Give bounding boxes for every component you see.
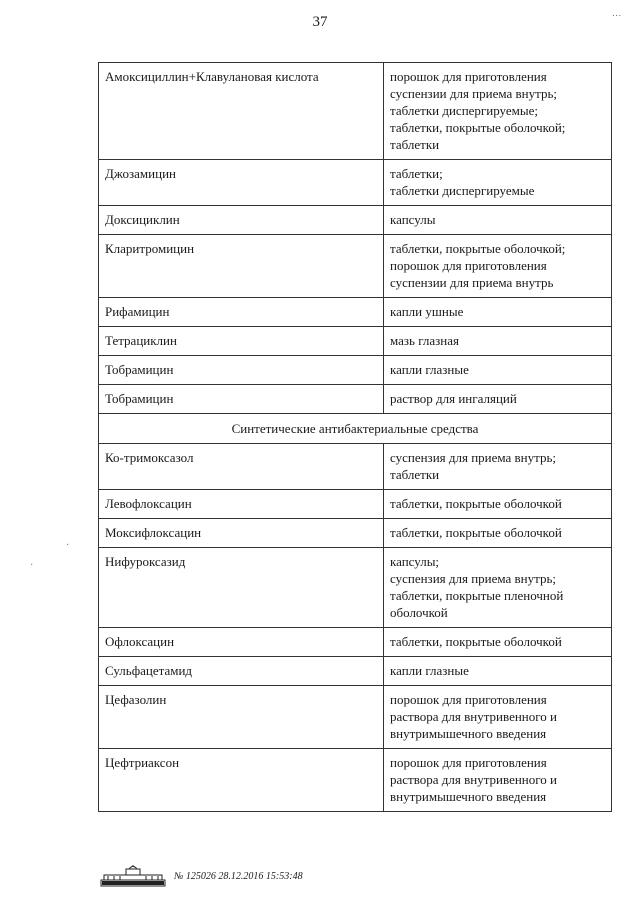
dosage-forms	[384, 63, 612, 160]
dosage-form-line: таблетки, покрытые пленочной	[390, 588, 564, 603]
dosage-form-line: суспензия для приема внутрь;	[390, 450, 557, 465]
drug-name: Сульфацетамид	[99, 657, 384, 686]
drug-table	[98, 62, 612, 812]
dosage-form-line: таблетки	[390, 467, 440, 482]
dosage-forms	[384, 160, 612, 206]
dosage-form-line: таблетки диспергируемые;	[390, 103, 538, 118]
drug-name: Кларитромицин	[99, 235, 384, 298]
table-row	[99, 548, 612, 628]
dosage-form-line: порошок для приготовления	[390, 69, 547, 84]
dosage-forms	[384, 686, 612, 749]
dosage-forms	[384, 235, 612, 298]
dosage-form-line: порошок для приготовления	[390, 692, 547, 707]
table-row	[99, 235, 612, 298]
drug-name: Ко-тримоксазол	[99, 444, 384, 490]
dosage-forms	[384, 548, 612, 628]
dosage-form-line: капли ушные	[390, 304, 464, 319]
dosage-form-line: таблетки, покрытые оболочкой	[390, 634, 562, 649]
section-heading: Синтетические антибактериальные средства	[99, 414, 612, 444]
dosage-form-line: порошок для приготовления	[390, 755, 547, 770]
dosage-form-line: раствора для внутривенного и	[390, 709, 557, 724]
dosage-forms	[384, 206, 612, 235]
drug-name: Доксициклин	[99, 206, 384, 235]
drug-name: Цефазолин	[99, 686, 384, 749]
drug-name: Джозамицин	[99, 160, 384, 206]
dosage-form-line: таблетки;	[390, 166, 443, 181]
table-row	[99, 327, 612, 356]
table-row	[99, 385, 612, 414]
drug-name: Тобрамицин	[99, 356, 384, 385]
dosage-forms	[384, 385, 612, 414]
dosage-form-line: суспензии для приема внутрь;	[390, 86, 558, 101]
dosage-form-line: таблетки диспергируемые	[390, 183, 535, 198]
table-row	[99, 206, 612, 235]
dosage-form-line: раствора для внутривенного и	[390, 772, 557, 787]
dosage-forms	[384, 444, 612, 490]
dosage-form-line: порошок для приготовления	[390, 258, 547, 273]
dosage-form-line: капли глазные	[390, 663, 469, 678]
drug-name: Амоксициллин+Клавулановая кислота	[99, 63, 384, 160]
table-row	[99, 519, 612, 548]
scan-speck: ·	[30, 560, 34, 571]
dosage-forms	[384, 519, 612, 548]
drug-name: Цефтриаксон	[99, 749, 384, 812]
table-row	[99, 160, 612, 206]
table-row	[99, 63, 612, 160]
dosage-form-line: оболочкой	[390, 605, 448, 620]
dosage-form-line: внутримышечного введения	[390, 726, 547, 741]
dosage-form-line: таблетки	[390, 137, 440, 152]
dosage-forms	[384, 327, 612, 356]
table-row	[99, 490, 612, 519]
dosage-forms	[384, 356, 612, 385]
table-row	[99, 444, 612, 490]
table-row	[99, 298, 612, 327]
dosage-form-line: суспензия для приема внутрь;	[390, 571, 557, 586]
document-registration-stamp: № 125026 28.12.2016 15:53:48	[174, 870, 303, 882]
table-row	[99, 356, 612, 385]
table-row	[99, 749, 612, 812]
dosage-forms	[384, 628, 612, 657]
table-row	[99, 628, 612, 657]
dosage-forms	[384, 749, 612, 812]
dosage-form-line: капсулы	[390, 212, 436, 227]
dosage-form-line: капли глазные	[390, 362, 469, 377]
dosage-form-line: таблетки, покрытые оболочкой	[390, 525, 562, 540]
kremlin-logo-icon	[100, 865, 166, 887]
dosage-forms	[384, 490, 612, 519]
dosage-form-line: таблетки, покрытые оболочкой;	[390, 120, 566, 135]
dosage-forms	[384, 657, 612, 686]
drug-name: Моксифлоксацин	[99, 519, 384, 548]
dosage-form-line: мазь глазная	[390, 333, 459, 348]
drug-name: Тетрациклин	[99, 327, 384, 356]
footer	[100, 864, 303, 888]
dosage-form-line: внутримышечного введения	[390, 789, 547, 804]
table-row	[99, 657, 612, 686]
dosage-form-line: раствор для ингаляций	[390, 391, 517, 406]
drug-name: Нифуроксазид	[99, 548, 384, 628]
table-section-row	[99, 414, 612, 444]
dosage-form-line: таблетки, покрытые оболочкой	[390, 496, 562, 511]
dosage-form-line: таблетки, покрытые оболочкой;	[390, 241, 566, 256]
drug-name: Тобрамицин	[99, 385, 384, 414]
dosage-forms	[384, 298, 612, 327]
dosage-form-line: капсулы;	[390, 554, 440, 569]
corner-mark: ...	[612, 8, 622, 18]
scan-speck: ·	[66, 540, 70, 551]
dosage-form-line: суспензии для приема внутрь	[390, 275, 554, 290]
drug-name: Рифамицин	[99, 298, 384, 327]
drug-name: Левофлоксацин	[99, 490, 384, 519]
page-number: 37	[312, 14, 328, 30]
drug-name: Офлоксацин	[99, 628, 384, 657]
table-row	[99, 686, 612, 749]
